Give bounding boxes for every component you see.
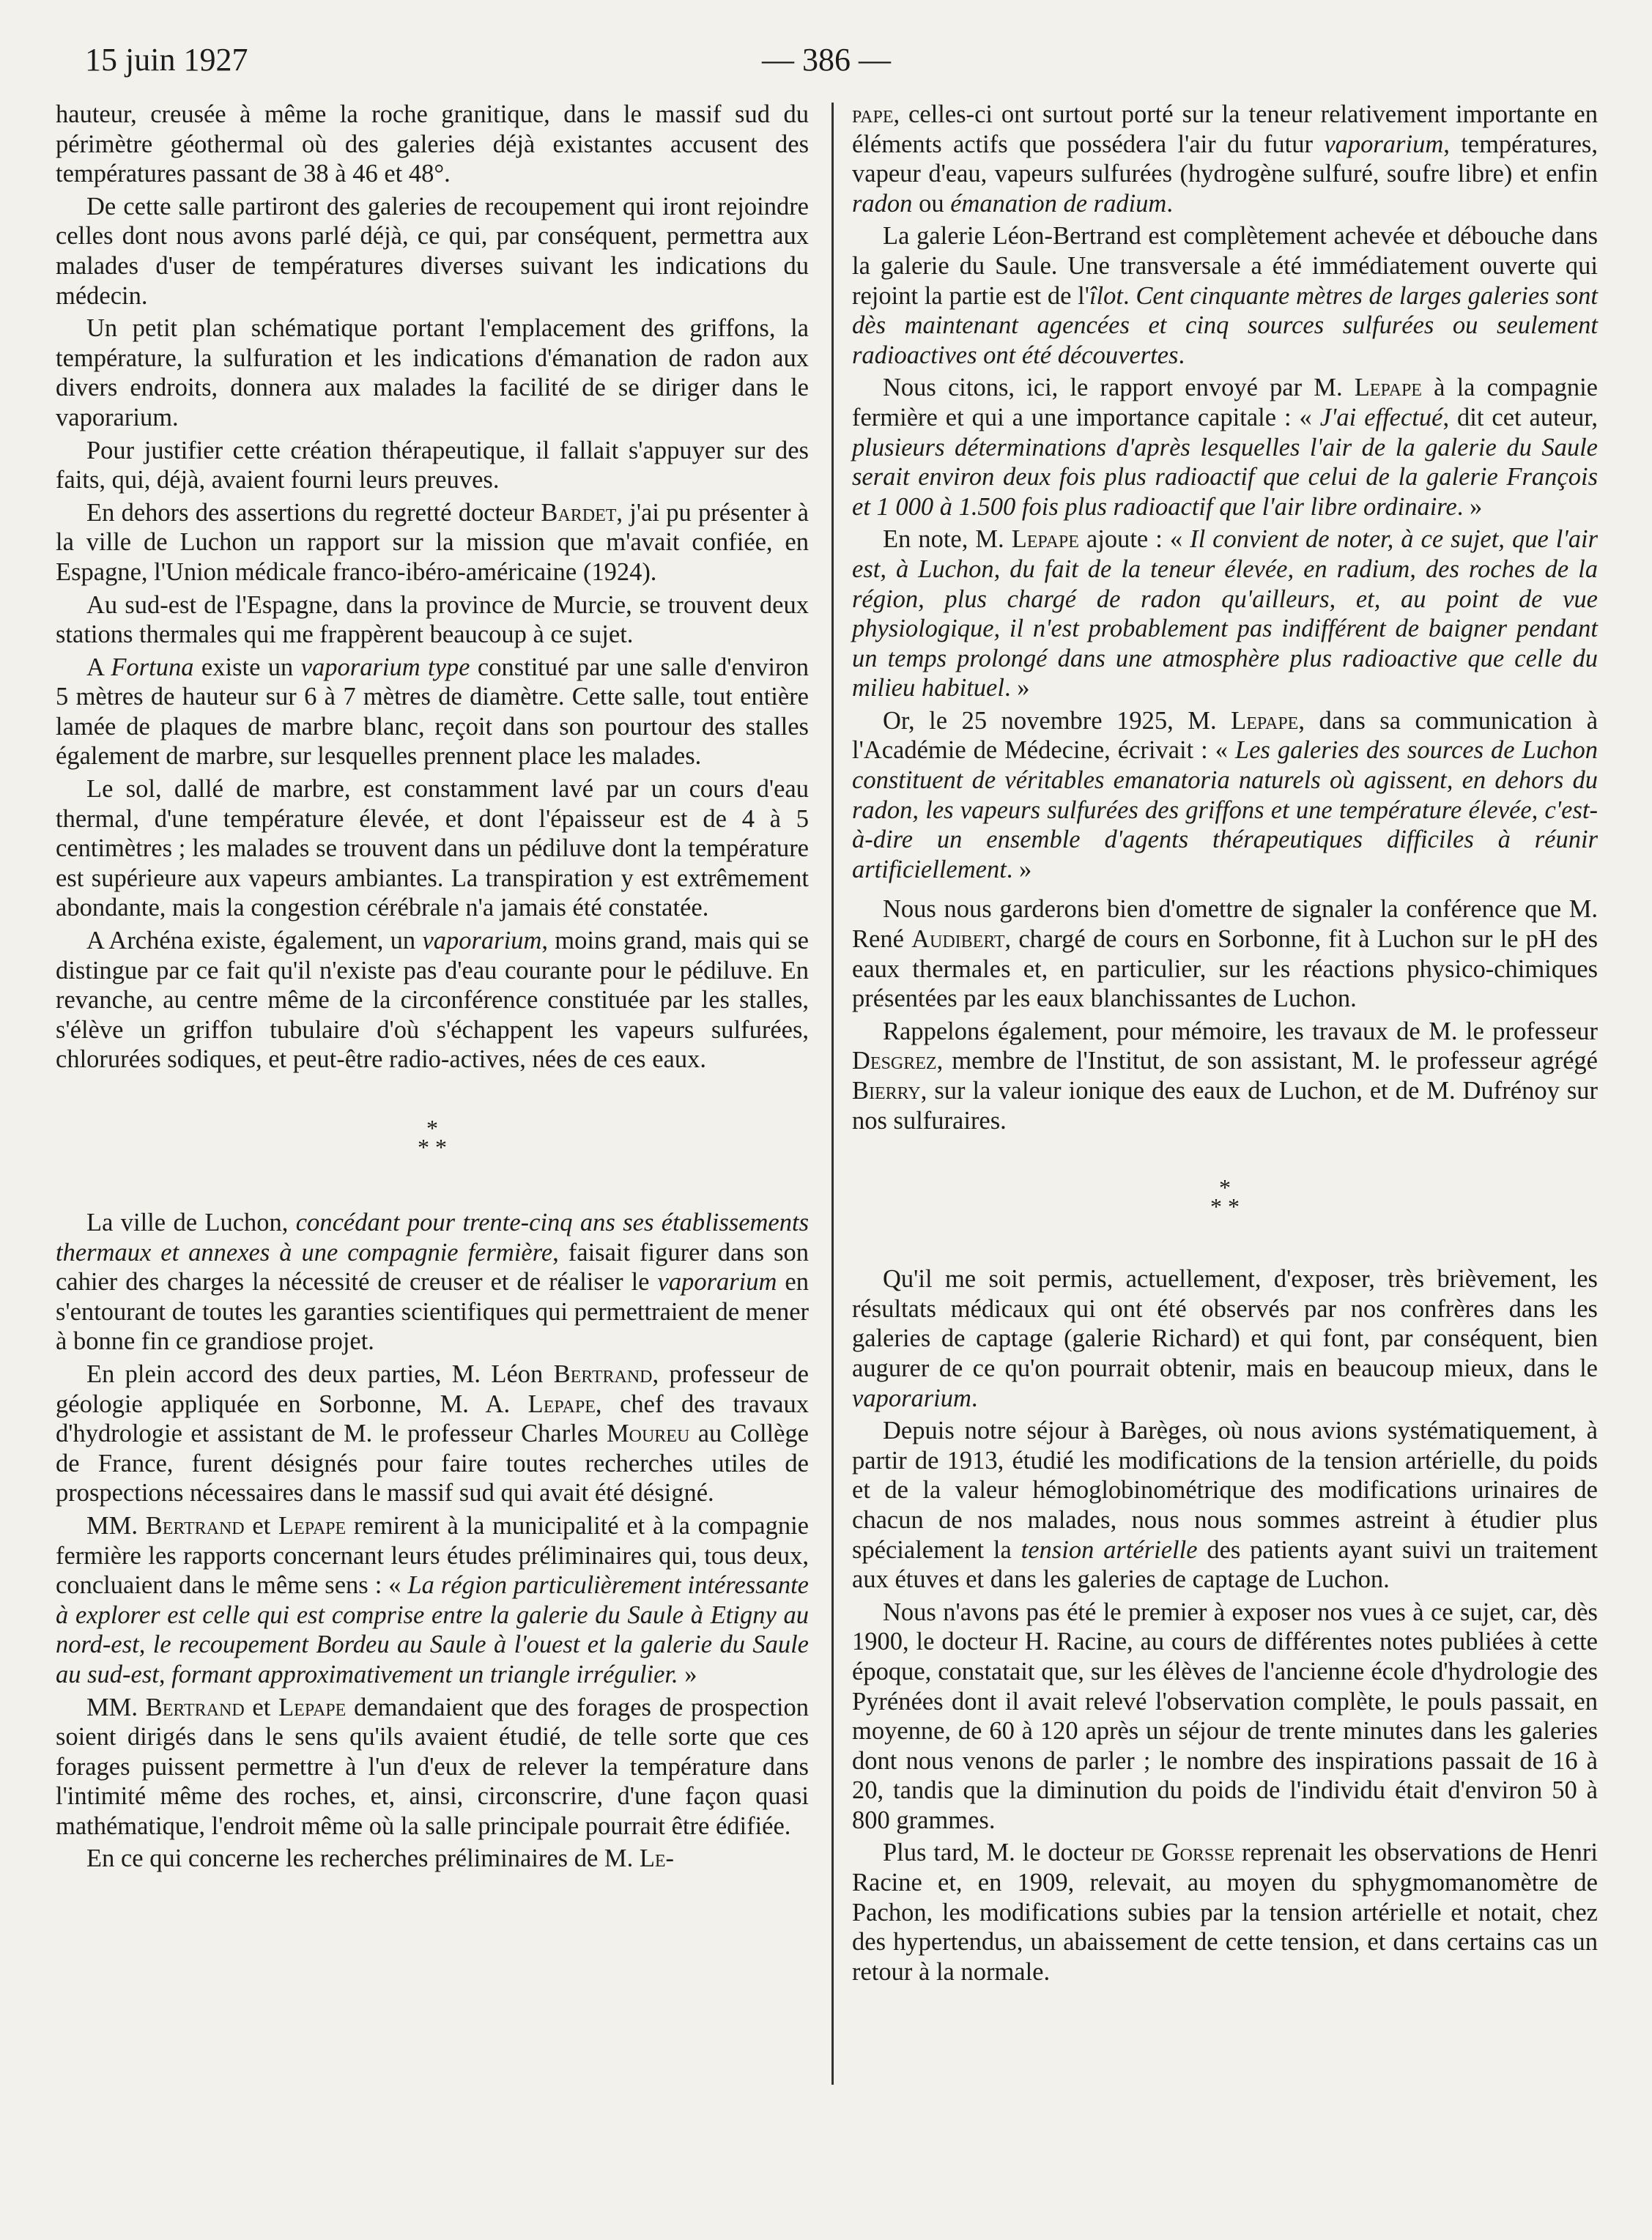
text-run: . »: [1006, 855, 1032, 883]
text-run: hauteur, creusée à même la roche granitique, dans le massif sud du périmètre géothermal où des galeries déjà existantes accusent des températures passant de 38 à 46 et 48°.: [56, 100, 809, 188]
text-run: îlot: [1089, 281, 1123, 310]
right-column: [852, 100, 1598, 1987]
text-run: Moureu: [606, 1420, 690, 1448]
text-run: existe un: [193, 653, 301, 681]
text-run: En plein accord des deux parties, M. Léon: [86, 1360, 554, 1388]
text-run: J'ai effectué: [1319, 403, 1443, 431]
section-ornament: [56, 1115, 809, 1160]
text-run: Bierry: [852, 1077, 921, 1105]
text-run: Bertrand: [553, 1360, 653, 1388]
left-column: [56, 100, 809, 1874]
text-run: Bardet: [541, 498, 617, 527]
text-run: plusieurs déterminations d'après lesquelles l'air de la galerie du Saule serait environ deux fois plus radioactif que celui de la galerie François et 1 000 à 1.500 fois plus radioactif que l'air libre ordinaire: [852, 433, 1598, 521]
text-run: tension artérielle: [1021, 1535, 1198, 1564]
text-run: Audibert: [911, 925, 1005, 954]
text-run: , professeur de géologie appliquée en Sorbonne, M. A.: [56, 1360, 809, 1418]
text-run: »: [678, 1660, 697, 1688]
text-run: Lepape: [527, 1390, 596, 1418]
text-run: En dehors des assertions du regretté docteur: [86, 498, 541, 527]
text-run: pape: [852, 100, 894, 128]
text-run: vaporarium: [657, 1268, 777, 1297]
paragraph: [56, 100, 809, 189]
text-run: Qu'il me soit permis, actuellement, d'exposer, très brièvement, les résultats médicaux qui ont été observés par nos confrères dans les galeries de captage (galerie Richard) et qui font, par conséquent, bien augurer de ce qu'on pourrait obtenir, mais en beaucoup mieux, dans le: [852, 1265, 1598, 1382]
text-run: Nous nous garderons bien d'omettre de signaler la conférence que M. René: [852, 895, 1598, 954]
text-run: Lepape: [1354, 374, 1422, 402]
text-run: De cette salle partiront des galeries de recoupement qui iront rejoindre celles dont nous avons parlé déjà, ce qui, par conséquent, permettra aux malades d'user de températures diverses suivant les indications du médecin.: [56, 192, 809, 310]
paragraph: [852, 373, 1598, 522]
text-run: Pour justifier cette création thérapeutique, il fallait s'appuyer sur des faits, qui, déjà, avaient fourni leurs preuves.: [56, 436, 809, 494]
paragraph: [56, 774, 809, 923]
paragraph: [56, 192, 809, 311]
section-ornament: [852, 1174, 1598, 1220]
text-run: à la compagnie fermière et qui a une importance capitale : «: [852, 374, 1598, 431]
text-run: .: [1122, 281, 1136, 310]
text-run: Nous n'avons pas été le premier à exposer nos vues à ce sujet, car, dès 1900, le docteur H. Racine, au cours de différentes notes publiées à cette époque, constatait que, sur les élèves de l'ancienne école d'hydrologie des Pyrénées dont il avait relevé l'observation complète, le pouls passait, en moyenne, de 60 à 120 après un séjour de trente minutes dans les galeries dont nous venons de parler ; le nombre des inspirations passait de 16 à 20, tandis que la diminution du poids de l'individu était d'environ 50 à 800 grammes.: [852, 1598, 1598, 1834]
text-run: MM.: [86, 1693, 146, 1721]
text-run: au Collège de France, furent désignés pour faire toutes recherches utiles de prospections nécessaires dans le massif sud qui avait été désigné.: [56, 1420, 809, 1507]
text-run: vaporarium: [852, 1384, 971, 1412]
text-run: Lepape: [1231, 706, 1299, 735]
text-run: A: [86, 653, 111, 681]
column-divider: [831, 103, 834, 2085]
text-run: Lepape: [278, 1511, 347, 1540]
text-run: en s'entourant de toutes les garanties scientifiques qui permettraient de mener à bonne fin ce grandiose projet.: [56, 1268, 809, 1356]
text-run: . »: [1456, 492, 1483, 521]
paragraph: [56, 1360, 809, 1508]
text-run: , celles-ci ont surtout porté sur la teneur relativement importante en éléments actifs que possédera l'air du futur: [852, 100, 1598, 158]
text-run: Nous citons, ici, le rapport envoyé par M.: [883, 374, 1355, 402]
text-run: reprenait les observations de Henri Racine et, en 1909, relevait, au moyen du sphygmomanomètre de Pachon, les modifications subies par la tension artérielle et notait, chez des hypertendus, un abaissement de cette tension, et dans certains cas un retour à la normale.: [852, 1839, 1598, 1986]
text-run: Plus tard, M. le docteur: [883, 1839, 1131, 1867]
text-run: émanation de radium: [950, 189, 1167, 218]
text-run: vaporarium: [1324, 130, 1444, 158]
text-run: La région particulièrement intéressante à explorer est celle qui est comprise entre la galerie du Saule à Etigny au nord-est, le recoupement Bordeu au Saule à l'ouest et la galerie du Saule au sud-est, formant approximativement un triangle irrégulier.: [56, 1571, 809, 1688]
paragraph: [852, 1017, 1598, 1135]
text-run: La ville de Luchon,: [86, 1209, 296, 1236]
text-run: concédant pour trente-cinq ans ses établissements thermaux et annexes à une compagnie fermière: [56, 1209, 809, 1267]
text-run: Cent cinquante mètres de larges galeries sont dès maintenant agencées et cinq sources sulfurées ou seulement radioactives ont été découvertes: [852, 281, 1599, 369]
paragraph: [852, 221, 1598, 370]
text-run: vaporarium: [422, 927, 542, 955]
text-run: remirent à la municipalité et à la compagnie fermière les rapports concernant leurs études préliminaires qui, tous deux, concluaient dans le même sens : «: [56, 1511, 809, 1600]
paragraph: [56, 1208, 809, 1357]
text-run: . »: [1004, 674, 1030, 702]
text-run: , chef des travaux d'hydrologie et assistant de M. le professeur Charles: [56, 1390, 809, 1448]
text-run: Depuis notre séjour à Barèges, où nous avions systématiquement, à partir de 1913, étudié les modifications de la tension artérielle, du poids et de la valeur hémoglobinométrique des modifications urinaires de chacun de nos malades, nous nous sommes astreint à étudier plus spécialement la: [852, 1417, 1598, 1564]
text-run: , sur la valeur ionique des eaux de Luchon, et de M. Dufrénoy sur nos sulfuraires.: [852, 1077, 1598, 1135]
paragraph: [852, 100, 1598, 218]
text-run: A Archéna existe, également, un: [86, 927, 423, 955]
ornament-asterisks: *: [1219, 1174, 1231, 1201]
text-run: demandaient que des forages de prospection soient dirigés dans le sens qu'ils avaient étudié, de telle sorte que ces forages puissent permettre à l'un d'eux de relever la température dans l'intimité même des roches, et, ainsi, circonscrire, d'une façon quasi mathématique, l'endroit même où la salle principale pourrait être édifiée.: [56, 1693, 809, 1840]
paragraph: [56, 314, 809, 432]
text-run: Or, le 25 novembre 1925, M.: [883, 706, 1231, 735]
text-run: Le sol, dallé de marbre, est constamment lavé par un cours d'eau thermal, d'une température élevée, et dont l'épaisseur est de 4 à 5 centimètres ; les malades se trouvent dans un pédiluve dont la température est supérieure aux vapeurs ambiantes. La transpiration y est extrêmement abondante, mais la congestion cérébrale n'a jamais été constatée.: [56, 775, 809, 922]
text-run: et: [244, 1511, 278, 1540]
text-run: En note, M.: [883, 525, 1012, 554]
text-run: .: [1178, 341, 1185, 369]
ornament-asterisks: *: [426, 1115, 438, 1141]
text-run: ou: [912, 189, 951, 218]
text-run: , membre de l'Institut, de son assistant, M. le professeur agrégé: [936, 1047, 1598, 1075]
text-run: , chargé de cours en Sorbonne, fit à Luchon sur le pH des eaux thermales et, en particulier, sur les réactions physico-chimiques présentées par les eaux blanchissantes de Luchon.: [852, 925, 1598, 1013]
text-run: Lepape: [1011, 525, 1079, 554]
text-run: des patients ayant suivi un traitement aux étuves et dans les galeries de captage de Luchon.: [852, 1535, 1598, 1594]
text-run: , dans sa communication à l'Académie de Médecine, écrivait : «: [852, 706, 1599, 765]
paragraph: [852, 1838, 1598, 1987]
text-run: Les galeries des sources de Luchon constituent de véritables emanatoria naturels où agissent, en dehors du radon, les vapeurs sulfurées des griffons et une température élevée, c'est-à-dire un ensemble d'agents thérapeutiques difficiles à réunir artificiellement: [852, 736, 1599, 883]
text-run: , températures, vapeur d'eau, vapeurs sulfurées (hydrogène sulfuré, soufre libre) et enfin: [852, 130, 1598, 188]
text-run: Un petit plan schématique portant l'emplacement des griffons, la température, la sulfuration et les indications d'émanation de radon aux divers endroits, donnera aux malades la facilité de se diriger dans le vaporarium.: [56, 314, 809, 431]
text-run: et: [244, 1693, 279, 1721]
paragraph: [56, 590, 809, 650]
page-number: — 386 —: [762, 42, 891, 78]
ornament-asterisks: * *: [418, 1134, 447, 1160]
text-run: vaporarium type: [300, 653, 470, 681]
text-run: ajoute : «: [1078, 525, 1190, 554]
text-run: , j'ai pu présenter à la ville de Luchon un rapport sur la mission que m'avait confiée, en Espagne, l'Union médicale franco-ibéro-américaine (1924).: [56, 498, 809, 586]
text-run: Fortuna: [111, 653, 194, 681]
paragraph: [852, 706, 1598, 885]
paragraph: [56, 1693, 809, 1842]
text-run: Desgrez: [852, 1047, 937, 1075]
paragraph: [852, 1598, 1598, 1836]
page-header: [0, 41, 1652, 85]
paragraph: [56, 1844, 809, 1874]
text-run: .: [971, 1384, 978, 1412]
text-run: Bertrand: [145, 1511, 245, 1540]
text-run: , moins grand, mais qui se distingue par ce fait qu'il n'existe pas d'eau courante pour le pédiluve. En revanche, au centre même de la circonférence constituée par les stalles, s'élève un griffon tubulaire d'où s'échappent les vapeurs sulfurées, chlorurées sodiques, et peut-être radio-actives, nées de ces eaux.: [56, 927, 809, 1074]
text-run: , dit cet auteur,: [1442, 403, 1598, 431]
paragraph: [56, 498, 809, 587]
text-run: La galerie Léon-Bertrand est complètement achevée et débouche dans la galerie du Saule. Une transversale a été immédiatement ouverte qui rejoint la partie est de l': [852, 222, 1598, 310]
ornament-asterisks: * *: [1210, 1193, 1240, 1220]
paragraph: [56, 926, 809, 1075]
paragraph: [56, 1511, 809, 1690]
text-run: radon: [852, 189, 913, 218]
text-run: MM.: [86, 1511, 146, 1540]
text-run: Le-: [639, 1844, 675, 1873]
paragraph: [852, 894, 1598, 1013]
header-date: 15 juin 1927: [85, 42, 248, 78]
paragraph: [852, 1416, 1598, 1595]
text-run: Il convient de noter, à ce sujet, que l'air est, à Luchon, du fait de la teneur élevée, en radium, des roches de la région, plus chargé de radon qu'ailleurs, et, au point de vue physiologique, il n'est probablement pas indifférent de baigner pendant un temps prolongé dans une atmosphère plus radioactive que celle du milieu habituel: [852, 525, 1598, 702]
text-run: constitué par une salle d'environ 5 mètres de hauteur sur 6 à 7 mètres de diamètre. Cette salle, tout entière lamée de plaques de marbre blanc, reçoit dans son pourtour des stalles également de marbre, sur lesquelles prennent place les malades.: [56, 653, 809, 771]
text-run: En ce qui concerne les recherches préliminaires de M.: [86, 1844, 640, 1873]
text-run: , faisait figurer dans son cahier des charges la nécessité de creuser et de réaliser le: [56, 1238, 809, 1297]
paragraph: [852, 1264, 1598, 1413]
text-run: Lepape: [278, 1693, 347, 1721]
paragraph: [852, 524, 1598, 703]
text-run: Rappelons également, pour mémoire, les travaux de M. le professeur: [883, 1017, 1598, 1045]
text-run: Bertrand: [145, 1693, 245, 1721]
text-run: de Gorsse: [1130, 1839, 1235, 1867]
paragraph: [56, 653, 809, 771]
paragraph: [56, 436, 809, 495]
text-run: .: [1166, 189, 1173, 218]
text-run: Au sud-est de l'Espagne, dans la province de Murcie, se trouvent deux stations thermales qui me frappèrent beaucoup à ce sujet.: [56, 590, 809, 649]
